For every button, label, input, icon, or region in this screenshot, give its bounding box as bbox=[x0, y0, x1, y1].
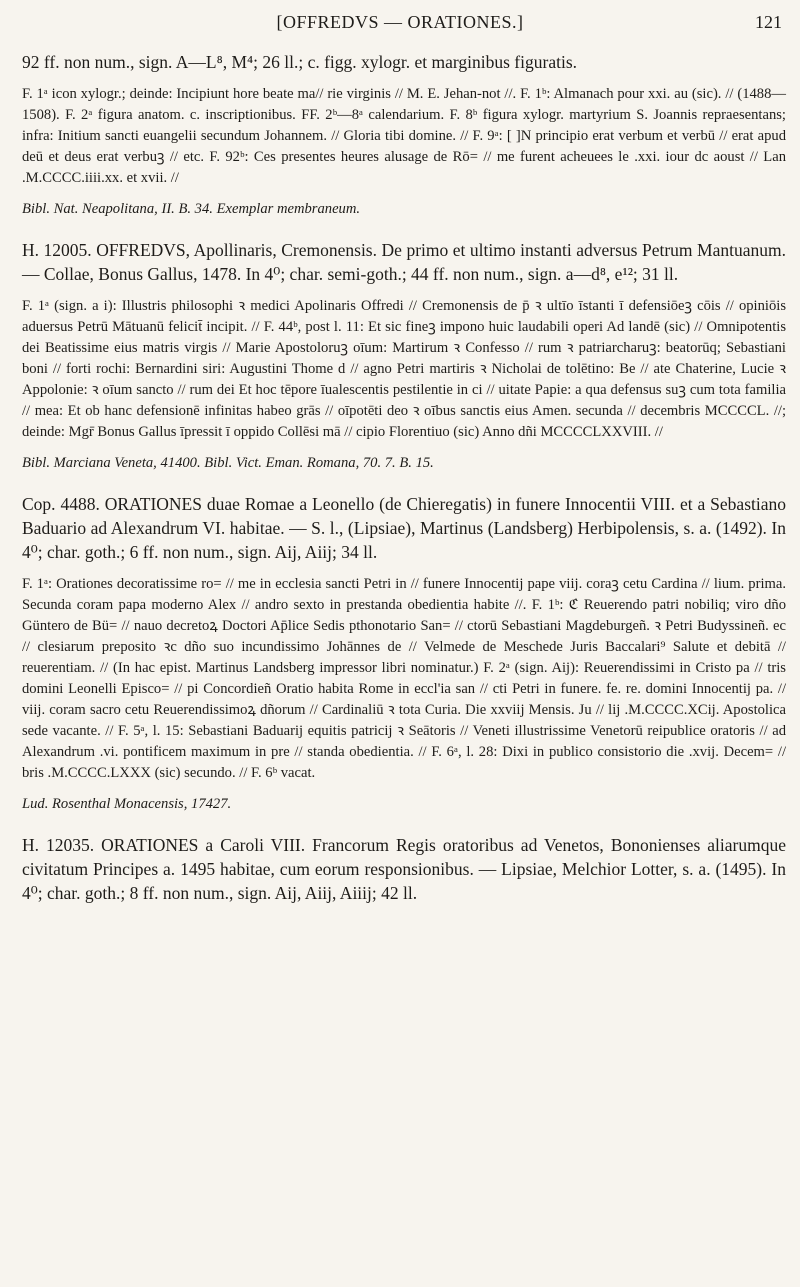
catalogue-entry bbox=[22, 50, 786, 220]
catalogue-entry bbox=[22, 833, 786, 905]
catalogue-body bbox=[22, 50, 786, 905]
running-head-title: [OFFREDVS — ORATIONES.] bbox=[276, 12, 524, 32]
entry-description: F. 1ᵃ (sign. a i): Illustris philosophi ꝛ medici Apolinaris Offredi // Cremonensis de p̄ ꝛ ultīo īstanti ī defensiōeꝫ cōis // opiniōis aduersus Petrū Mātuanū felicit̄ incipit. // F. 44ᵇ, post l. 11: Et sic fineꝫ impono huic laudabili operi Ad landē (sic) // Omnipotentis dei Beatissime eius matris virgis // Marie Apostoloruꝫ oīum: Martirum ꝛ Confesso // rum ꝛ patriarcharuꝫ: beatorūq; Sebastiani boni // forti rochi: Bernardini siri: Augustini Thome d // agno Petri martiris ꝛ Nicholai de tolētino: Be // ate Chaterine, Lucie ꝛ Appolonie: ꝛ oīum sancto // rum dei Et hoc tēpore īualescentis pestilentie in ci // uitate Papie: a qua defensus suꝫ cum tota familia // mea: Et ob hanc defensionē infinitas habeo grās // oīpotēti deo ꝛ oībus sanctis eius Amen. secunda // decembris MCCCCL. //; deinde: Mgr̄ Bonus Gallus īpressit ī oppido Collēsi mā // cipio Florentiuo (sic) Anno dñi MCCCCLXXVIII. // bbox=[22, 298, 786, 440]
running-head bbox=[0, 8, 800, 42]
entry-heading: H. 12035. ORATIONES a Caroli VIII. Francorum Regis oratoribus ad Venetos, Bononienses aliarumque civitatum Principes a. 1495 habitae, cum eorum responsionibus. — Lipsiae, Melchior Lotter, s. a. (1495). In 4⁰; char. goth.; 8 ff. non num., sign. Aij, Aiij, Aiiij; 42 ll. bbox=[22, 835, 786, 903]
entry-collation: 92 ff. non num., sign. A—L⁸, M⁴; 26 ll.; c. figg. xylogr. et marginibus figuratis. bbox=[22, 52, 578, 72]
page-number: 121 bbox=[755, 12, 782, 32]
entry-heading: Cop. 4488. ORATIONES duae Romae a Leonello (de Chieregatis) in funere Innocentii VIII. et a Sebastiano Baduario ad Alexandrum VI. habitae. — S. l., (Lipsiae), Martinus (Landsberg) Herbipolensis, s. a. (1492). In 4⁰; char. goth.; 6 ff. non num., sign. Aij, Aiij; 34 ll. bbox=[22, 494, 786, 562]
entry-library: Bibl. Nat. Neapolitana, II. B. 34. Exemplar membraneum. bbox=[22, 201, 361, 217]
catalogue-entry bbox=[22, 492, 786, 815]
entry-library: Lud. Rosenthal Monacensis, 17427. bbox=[22, 796, 232, 812]
catalogue-entry bbox=[22, 238, 786, 474]
entry-description: F. 1ᵃ icon xylogr.; deinde: Incipiunt hore beate ma// rie virginis // M. E. Jehan-not //. F. 1ᵇ: Almanach pour xxi. au (sic). // (1488—1508). F. 2ᵃ figura anatom. c. inscriptionibus. FF. 2ᵇ—8ᵃ calendarium. F. 8ᵇ figura xylogr. martyrium S. Joannis repraesentans; infra: Initium sancti euangelii secundum Johannem. // Gloria tibi domine. // F. 9ᵃ: [ ]N principio erat verbum et verbū // erat apud deū et deus erat verbuꝫ // etc. F. 92ᵇ: Ces presentes heures alusage de Rō= // me furent acheuees le .xxi. iour dc aoust // Lan .M.CCCC.iiii.xx. et xvii. // bbox=[22, 86, 786, 186]
entry-description: F. 1ᵃ: Orationes decoratissime ro= // me in ecclesia sancti Petri in // funere Innocentij pape viij. coraꝫ cetu Cardina // lium. prima. Secunda coram papa moderno Alex // andro sexto in prestanda obedientia habite //. F. 1ᵇ: ℭ Reuerendo patri nobiliq; viro dño Güntero de Bü= // nauo decretoꝝ Doctori Ap̄lice Sedis pthonotario San= // ctorū Sebastiani Magdeburgeñ. ꝛ Petri Budyssineñ. ec // clesiarum preposito ꝛc dño suo incundissimo Johānnes de // Velmede de Meschede Juris Baccalari⁹ Salute et debitā // reuerentiam. // (In hac epist. Martinus Landsberg impressor libri nominatur.) F. 2ᵃ (sign. Aij): Reuerendissimi in Cristo pa // tris domini Leonelli Episco= // pi Concordieñ Oratio habita Rome in eccl'ia san // cti Petri in funere. fe. re. domini Innocentij pa. // viij. coram sacro cetu Reuerendissimoꝝ dñorum // Cardinaliū ꝛ tota Curia. Die xxviij Mensis. Ju // lij .M.CCCC.XCij. Apostolica sede vacante. // F. 5ᵃ, l. 15: Sebastiani Baduarij equitis patricij ꝛ Seātoris // Veneti illustrissime Venetorū reipublice oratoris // ad Alexandrum .vi. pontificem maximum in pre // standa obedientia. // F. 6ᵃ, l. 28: Dixi in publico consistorio die .xvij. Decem= // bris .M.CCCC.LXXX (sic) secundo. // F. 6ᵇ vacat. bbox=[22, 576, 786, 781]
entry-library: Bibl. Marciana Veneta, 41400. Bibl. Vict. Eman. Romana, 70. 7. B. 15. bbox=[22, 455, 434, 471]
entry-heading: H. 12005. OFFREDVS, Apollinaris, Cremonensis. De primo et ultimo instanti adversus Petrum Mantuanum. — Collae, Bonus Gallus, 1478. In 4⁰; char. semi-goth.; 44 ff. non num., sign. a—d⁸, e¹²; 31 ll. bbox=[22, 240, 786, 284]
